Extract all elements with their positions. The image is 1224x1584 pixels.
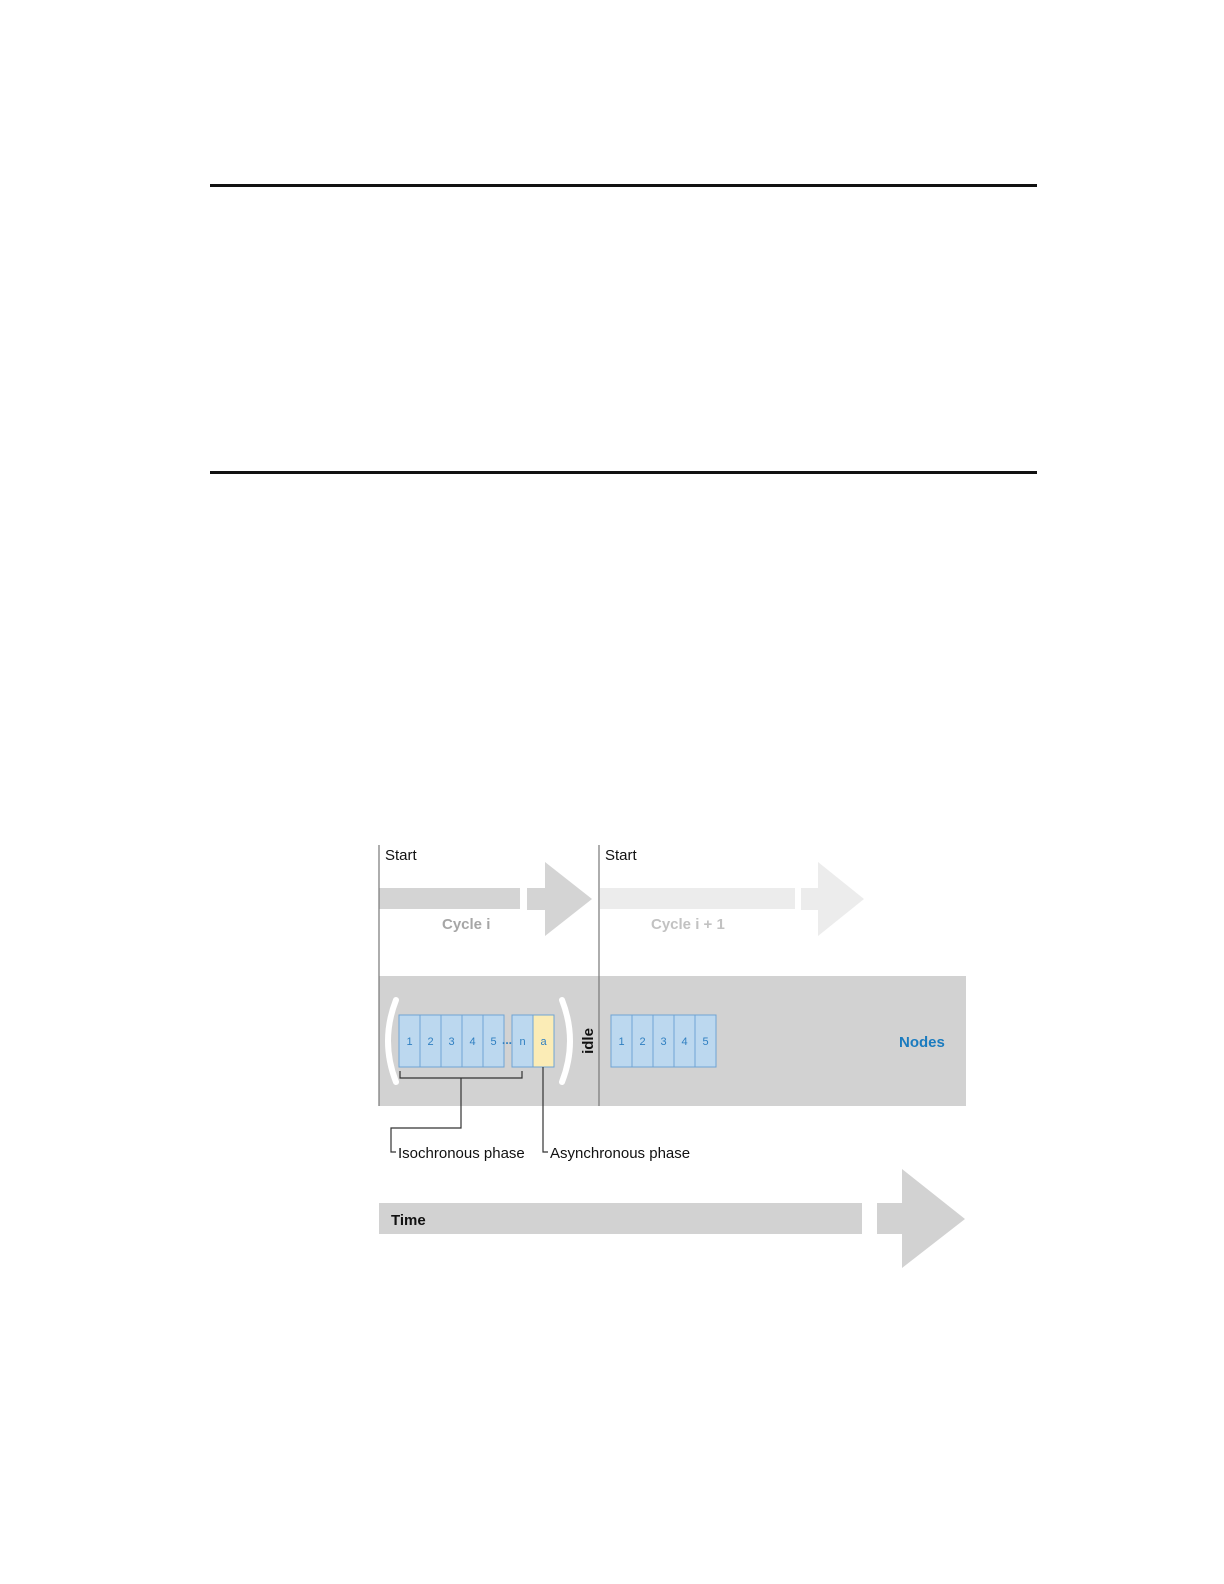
- cycle-i-plus-1-slot-3: [653, 1015, 674, 1067]
- cycle-i-slot-label: 2: [427, 1036, 434, 1048]
- cycle-i-plus-1-label: Cycle i + 1: [651, 916, 725, 933]
- cycle-i-plus-1-slot-5: [695, 1015, 716, 1067]
- cycle-i-slot-label: 5: [490, 1036, 497, 1048]
- cycle-i-slot-4: [462, 1015, 483, 1067]
- nodes-label: Nodes: [899, 1034, 945, 1051]
- cycle-i-start-label: Start: [385, 847, 417, 864]
- cycle-i-slot-label: 3: [448, 1036, 455, 1048]
- time-label: Time: [391, 1212, 426, 1229]
- cycle-i-plus-1-slot-label: 5: [702, 1036, 709, 1048]
- cycle-i-slot-label: 1: [406, 1036, 413, 1048]
- cycle-i-slot-1: [399, 1015, 420, 1067]
- slot-n-label: n: [519, 1036, 526, 1048]
- cycle-i-plus-1-slot-label: 1: [618, 1036, 625, 1048]
- cycle-i-plus-1-slot-label: 4: [681, 1036, 688, 1048]
- idle-label: idle: [580, 1028, 597, 1054]
- cycle-i-plus-1-arrow: [600, 862, 864, 936]
- cycle-i-plus-1-slot-2: [632, 1015, 653, 1067]
- cycle-i-plus-1-slot-label: 2: [639, 1036, 646, 1048]
- cycle-i-slot-5: [483, 1015, 504, 1067]
- cycle-i-plus-1-slots: [611, 1015, 716, 1067]
- cycle-i-slot-3: [441, 1015, 462, 1067]
- slot-async-label: a: [540, 1036, 547, 1048]
- slot-ellipsis: ...: [501, 1033, 513, 1047]
- isochronous-phase-label: Isochronous phase: [398, 1145, 525, 1162]
- cycle-i-plus-1-slot-1: [611, 1015, 632, 1067]
- cycle-i-slots: [399, 1015, 504, 1067]
- asynchronous-phase-label: Asynchronous phase: [550, 1145, 691, 1162]
- time-arrow: [379, 1169, 965, 1268]
- slot-n: [512, 1015, 533, 1067]
- slot-async: [533, 1015, 554, 1067]
- cycle-i-slot-2: [420, 1015, 441, 1067]
- cycle-i-label: Cycle i: [442, 916, 491, 933]
- cycle-i-plus-1-slot-label: 3: [660, 1036, 667, 1048]
- cycle-i-plus-1-start-label: Start: [605, 847, 637, 864]
- cycle-i-plus-1-slot-4: [674, 1015, 695, 1067]
- cycle-i-slot-label: 4: [469, 1036, 476, 1048]
